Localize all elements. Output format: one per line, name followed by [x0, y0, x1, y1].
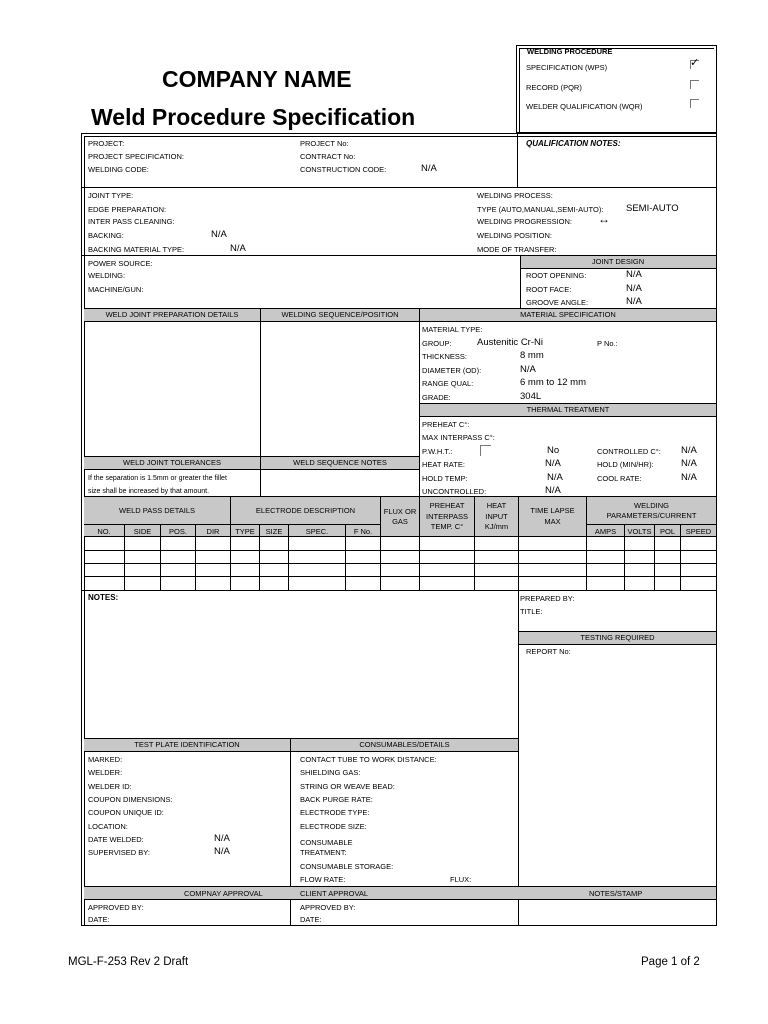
progression-label: WELDING PROGRESSION:: [477, 217, 573, 226]
column-dir: DIR: [206, 527, 220, 536]
divider: [587, 524, 716, 525]
sequence-notes-header: WELD SEQUENCE NOTES: [261, 456, 419, 470]
project-label: PROJECT:: [88, 139, 125, 148]
diameter-value: N/A: [520, 364, 536, 375]
location-label: LOCATION:: [88, 822, 128, 831]
wps-heading: WELDING PROCEDURE: [527, 47, 613, 56]
time-lapse-header-2: MAX: [544, 517, 561, 526]
tolerance-text-2: size shall be increased by that amount.: [88, 488, 210, 495]
coupon-id-label: COUPON UNIQUE ID:: [88, 808, 164, 817]
cool-rate-value: N/A: [681, 472, 697, 483]
heat-input-header-1: HEAT: [486, 501, 507, 510]
power-source-label: POWER SOURCE:: [88, 259, 153, 268]
divider: [680, 524, 681, 590]
controlled-label: CONTROLLED C°:: [597, 447, 661, 456]
controlled-value: N/A: [681, 445, 697, 456]
qualification-notes-label: QUALIFICATION NOTES:: [526, 139, 621, 148]
welder-label: WELDER:: [88, 768, 123, 777]
groove-angle-label: GROOVE ANGLE:: [526, 298, 589, 307]
construction-code-label: CONSTRUCTION CODE:: [300, 165, 387, 174]
divider: [654, 524, 655, 590]
flow-rate-label: FLOW RATE:: [300, 875, 346, 884]
divider: [419, 308, 420, 496]
sequence-header: WELDING SEQUENCE/POSITION: [261, 308, 419, 322]
welding-params-header-2: PARAMETERS/CURRENT: [606, 511, 697, 520]
heat-rate-label: HEAT RATE:: [422, 460, 465, 469]
backing-material-value: N/A: [230, 243, 246, 254]
tolerance-text-1: If the separation is 1.5mm or greater the fillet: [88, 475, 227, 482]
root-face-label: ROOT FACE:: [526, 285, 572, 294]
group-label: GROUP:: [422, 339, 452, 348]
time-lapse-header-1: TIME LAPSE: [530, 506, 575, 515]
divider: [288, 524, 289, 590]
company-approval-header: COMPNAY APPROVAL: [184, 889, 263, 898]
test-plate-header: TEST PLATE IDENTIFICATION: [84, 738, 290, 752]
cool-rate-label: COOL RATE:: [597, 474, 642, 483]
arrow-icon: ↔: [598, 212, 610, 226]
group-value: Austenitic Cr-Ni: [477, 337, 543, 348]
inter-pass-label: INTER PASS CLEANING:: [88, 217, 175, 226]
prepared-by-label: PREPARED BY:: [520, 594, 575, 603]
type-label: TYPE (AUTO,MANUAL,SEMI-AUTO):: [477, 205, 604, 214]
joint-type-label: JOINT TYPE:: [88, 191, 134, 200]
divider: [520, 256, 521, 308]
divider: [586, 496, 587, 590]
uncontrolled-value: N/A: [545, 485, 561, 496]
divider: [419, 496, 420, 590]
root-face-value: N/A: [626, 283, 642, 294]
preheat-header-3: TEMP. C°: [430, 522, 464, 531]
date-welded-label: DATE WELDED:: [88, 835, 144, 844]
divider: [81, 187, 717, 188]
welding-process-label: WELDING PROCESS:: [477, 191, 553, 200]
divider: [160, 524, 161, 590]
column-side: SIDE: [133, 527, 152, 536]
welding-label: WELDING:: [88, 271, 126, 280]
company-date-label: DATE:: [88, 915, 110, 924]
project-no-label: PROJECT No:: [300, 139, 349, 148]
p-no-label: P No.:: [597, 339, 618, 348]
preheat-header-2: INTERPASS: [426, 512, 468, 521]
root-opening-value: N/A: [626, 269, 642, 280]
tolerances-header: WELD JOINT TOLERANCES: [84, 456, 260, 470]
company-name: COMPANY NAME: [162, 66, 352, 92]
groove-angle-value: N/A: [626, 296, 642, 307]
notes-label: NOTES:: [88, 593, 119, 602]
divider: [84, 524, 381, 525]
electrode-size-label: ELECTRODE SIZE:: [300, 822, 367, 831]
column-size: SIZE: [265, 527, 283, 536]
check-icon: ✓: [690, 57, 700, 69]
wps-welder-checkbox[interactable]: [690, 99, 699, 108]
footer-page-number: Page 1 of 2: [641, 956, 700, 968]
grade-label: GRADE:: [422, 393, 451, 402]
hold-temp-value: N/A: [547, 472, 563, 483]
welding-position-label: WELDING POSITION:: [477, 231, 553, 240]
contract-no-label: CONTRACT No:: [300, 152, 356, 161]
pwht-value: No: [547, 445, 560, 456]
marked-label: MARKED:: [88, 755, 123, 764]
backing-value: N/A: [211, 229, 227, 240]
title-label: TITLE:: [520, 607, 543, 616]
transfer-label: MODE OF TRANSFER:: [477, 245, 557, 254]
wps-item-welder: WELDER QUALIFICATION (WQR): [526, 102, 643, 111]
electrode-description-header: ELECTRODE DESCRIPTION: [255, 506, 356, 515]
flux-gas-header-2: GAS: [392, 517, 408, 526]
backing-label: BACKING:: [88, 231, 124, 240]
pwht-label: P.W.H.T.:: [422, 447, 453, 456]
pwht-checkbox[interactable]: [480, 445, 491, 456]
weld-pass-details-header: WELD PASS DETAILS: [119, 506, 195, 515]
column-f-no: F No.: [353, 527, 373, 536]
wps-item-record: RECORD (PQR): [526, 83, 582, 92]
column-spec: SPEC.: [305, 527, 329, 536]
range-value: 6 mm to 12 mm: [520, 377, 586, 388]
column-speed: SPEED: [685, 527, 712, 536]
diameter-label: DIAMETER (OD):: [422, 366, 482, 375]
backing-material-label: BACKING MATERIAL TYPE:: [88, 245, 185, 254]
flux-label: FLUX:: [450, 875, 472, 884]
root-opening-label: ROOT OPENING:: [526, 271, 587, 280]
heat-input-header-3: KJ/mm: [484, 522, 509, 531]
table-row: [84, 563, 716, 564]
joint-design-header: JOINT DESIGN: [520, 256, 716, 269]
column-type: TYPE: [235, 527, 255, 536]
divider: [124, 524, 125, 590]
hold-temp-label: HOLD TEMP:: [422, 474, 468, 483]
company-approved-by-label: APPROVED BY:: [88, 903, 144, 912]
preheat-header-1: PREHEAT: [429, 501, 465, 510]
divider: [624, 524, 625, 590]
contact-tube-label: CONTACT TUBE TO WORK DISTANCE:: [300, 755, 437, 764]
uncontrolled-label: UNCONTROLLED:: [422, 487, 487, 496]
testing-required-header: TESTING REQUIRED: [519, 631, 716, 645]
consumables-header: CONSUMABLES/DETAILS: [291, 738, 518, 752]
string-weave-label: STRING OR WEAVE BEAD:: [300, 782, 395, 791]
machine-gun-label: MACHINE/GUN:: [88, 285, 144, 294]
welder-id-label: WELDER ID:: [88, 782, 132, 791]
column-amps: AMPS: [594, 527, 617, 536]
max-interpass-label: MAX INTERPASS C°:: [422, 433, 495, 442]
supervised-by-label: SUPERVISED BY:: [88, 848, 150, 857]
table-row: [81, 590, 717, 591]
consumable-treatment-label-1: CONSUMABLE: [300, 838, 353, 847]
column-no: NO.: [97, 527, 111, 536]
grade-value: 304L: [520, 391, 542, 402]
hold-min-label: HOLD (MIN/HR):: [597, 460, 654, 469]
project-spec-label: PROJECT SPECIFICATION:: [88, 152, 184, 161]
hold-min-value: N/A: [681, 458, 697, 469]
table-row: [84, 576, 716, 577]
heat-input-header-2: INPUT: [485, 512, 508, 521]
construction-code-value: N/A: [421, 163, 437, 174]
back-purge-label: BACK PURGE RATE:: [300, 795, 373, 804]
wps-record-checkbox[interactable]: [690, 80, 699, 89]
client-date-label: DATE:: [300, 915, 322, 924]
column-volts: VOLTS: [627, 527, 652, 536]
range-label: RANGE QUAL:: [422, 379, 474, 388]
electrode-type-label: ELECTRODE TYPE:: [300, 808, 370, 817]
coupon-dimensions-label: COUPON DIMENSIONS:: [88, 795, 173, 804]
thermal-header: THERMAL TREATMENT: [420, 403, 716, 417]
column-pol: POL: [659, 527, 675, 536]
consumable-storage-label: CONSUMABLE STORAGE:: [300, 862, 394, 871]
welding-params-header-1: WELDING: [633, 501, 669, 510]
notes-stamp-header: NOTES/STAMP: [589, 889, 643, 898]
consumable-treatment-label-2: TREATMENT:: [300, 848, 347, 857]
shielding-gas-label: SHIELDING GAS:: [300, 768, 361, 777]
preheat-label: PREHEAT C°:: [422, 420, 470, 429]
qual-notes-divider: [517, 133, 518, 187]
thickness-label: THICKNESS:: [422, 352, 468, 361]
joint-prep-header: WELD JOINT PREPARATION DETAILS: [84, 308, 260, 322]
divider: [230, 496, 231, 590]
flux-gas-header-1: FLUX OR: [383, 507, 417, 516]
date-welded-value: N/A: [214, 833, 230, 844]
divider: [195, 524, 196, 590]
thickness-value: 8 mm: [520, 350, 544, 361]
report-no-label: REPORT No:: [526, 647, 571, 656]
divider: [259, 524, 260, 590]
welding-code-label: WELDING CODE:: [88, 165, 149, 174]
divider: [345, 524, 346, 590]
supervised-by-value: N/A: [214, 846, 230, 857]
divider: [380, 496, 381, 590]
client-approved-by-label: APPROVED BY:: [300, 903, 356, 912]
type-value: SEMI-AUTO: [626, 203, 679, 214]
wps-item-spec: SPECIFICATION (WPS): [526, 63, 608, 72]
document-title: Weld Procedure Specification: [91, 104, 416, 130]
divider: [474, 496, 475, 590]
edge-prep-label: EDGE PREPARATION:: [88, 205, 167, 214]
material-type-label: MATERIAL TYPE:: [422, 325, 483, 334]
divider: [518, 496, 519, 590]
client-approval-header: CLIENT APPROVAL: [300, 889, 369, 898]
heat-rate-value: N/A: [545, 458, 561, 469]
table-row: [84, 550, 716, 551]
footer-doc-id: MGL-F-253 Rev 2 Draft: [68, 956, 189, 968]
material-spec-header: MATERIAL SPECIFICATION: [420, 308, 716, 322]
column-pos: POS.: [169, 527, 187, 536]
